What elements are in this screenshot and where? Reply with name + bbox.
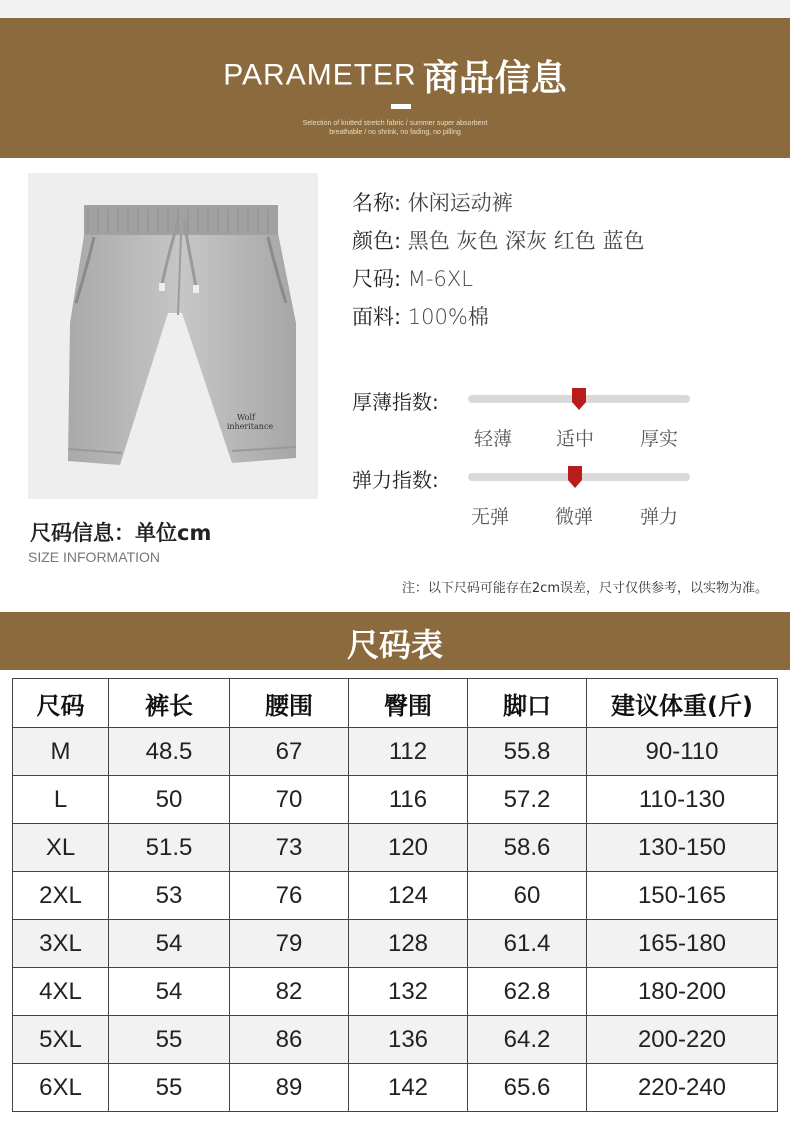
cell-waist: 67: [230, 728, 349, 776]
info-color-row: [352, 222, 644, 260]
size-table: [12, 678, 778, 1112]
cell-leg-opening: 60: [468, 872, 587, 920]
table-row: [13, 968, 778, 1016]
header-waist: 腰围: [230, 679, 349, 728]
cell-weight: 180-200: [587, 968, 778, 1016]
elasticity-marker: [568, 466, 582, 488]
info-fabric-label: 面料:: [352, 305, 402, 329]
cell-hip: 128: [349, 920, 468, 968]
thickness-tick-thin: 轻薄: [474, 428, 513, 450]
cell-size: M: [13, 728, 109, 776]
top-strip: [0, 0, 790, 18]
cell-weight: 130-150: [587, 824, 778, 872]
shorts-print-line1: Wolf: [236, 413, 256, 422]
cell-leg-opening: 65.6: [468, 1064, 587, 1112]
table-row: [13, 728, 778, 776]
cell-weight: 90-110: [587, 728, 778, 776]
header-hip: 臀围: [349, 679, 468, 728]
cell-leg-opening: 58.6: [468, 824, 587, 872]
cell-hip: 124: [349, 872, 468, 920]
cell-weight: 165-180: [587, 920, 778, 968]
table-row: [13, 872, 778, 920]
cell-hip: 136: [349, 1016, 468, 1064]
size-info-title: 尺码信息：单位cm: [30, 521, 212, 545]
cell-leg-opening: 57.2: [468, 776, 587, 824]
cell-weight: 220-240: [587, 1064, 778, 1112]
header-divider: [391, 104, 411, 109]
cell-size: L: [13, 776, 109, 824]
cell-size: 6XL: [13, 1064, 109, 1112]
cell-leg-opening: 64.2: [468, 1016, 587, 1064]
elasticity-tick-slight: 微弹: [555, 506, 594, 528]
cell-hip: 116: [349, 776, 468, 824]
cell-waist: 79: [230, 920, 349, 968]
cell-hip: 142: [349, 1064, 468, 1112]
cell-leg-opening: 62.8: [468, 968, 587, 1016]
thickness-tick-thick: 厚实: [640, 428, 679, 450]
header-size: 尺码: [13, 679, 109, 728]
cell-waist: 70: [230, 776, 349, 824]
table-row: [13, 920, 778, 968]
cell-waist: 82: [230, 968, 349, 1016]
info-name-row: [352, 184, 644, 222]
header-weight: 建议体重(斤): [587, 679, 778, 728]
info-size-label: 尺码:: [352, 267, 402, 291]
info-name-label: 名称:: [352, 191, 402, 215]
size-table-header-row: [13, 679, 778, 728]
cell-weight: 150-165: [587, 872, 778, 920]
elasticity-label: 弹力指数:: [352, 468, 439, 492]
cell-size: XL: [13, 824, 109, 872]
cell-length: 54: [109, 968, 230, 1016]
info-color-value: 黑色 灰色 深灰 红色 蓝色: [407, 229, 645, 253]
cell-waist: 76: [230, 872, 349, 920]
header-length: 裤长: [109, 679, 230, 728]
elasticity-tick-elastic: 弹力: [640, 506, 679, 528]
elasticity-tick-none: 无弹: [471, 506, 510, 528]
shorts-print-line2: inheritance: [226, 422, 274, 431]
cell-length: 48.5: [109, 728, 230, 776]
info-name-value: 休闲运动裤: [407, 191, 513, 215]
cell-weight: 200-220: [587, 1016, 778, 1064]
table-row: [13, 776, 778, 824]
header-subtitle-line2: breathable / no shrink, no fading, no pilling: [329, 129, 461, 136]
cell-size: 2XL: [13, 872, 109, 920]
thickness-tick-medium: 适中: [556, 428, 595, 450]
info-fabric-row: [352, 298, 644, 336]
cell-weight: 110-130: [587, 776, 778, 824]
product-info: [352, 184, 644, 336]
cell-length: 51.5: [109, 824, 230, 872]
cell-leg-opening: 55.8: [468, 728, 587, 776]
cell-waist: 73: [230, 824, 349, 872]
size-chart-band: [0, 612, 790, 670]
table-row: [13, 824, 778, 872]
size-table-body: [13, 728, 778, 1112]
cell-hip: 132: [349, 968, 468, 1016]
cell-size: 3XL: [13, 920, 109, 968]
size-chart-title: 尺码表: [346, 626, 443, 664]
cell-waist: 86: [230, 1016, 349, 1064]
info-size-value: M-6XL: [407, 267, 473, 291]
header-subtitle: [0, 119, 790, 137]
parameter-header: [0, 18, 790, 158]
cell-length: 50: [109, 776, 230, 824]
product-photo: [28, 173, 318, 499]
table-row: [13, 1016, 778, 1064]
size-note: 注：以下尺码可能存在2cm误差，尺寸仅供参考，以实物为准。: [401, 581, 768, 596]
size-info-subtitle: SIZE INFORMATION: [28, 549, 160, 565]
cell-hip: 112: [349, 728, 468, 776]
cell-leg-opening: 61.4: [468, 920, 587, 968]
header-title-en: PARAMETER: [223, 58, 417, 92]
cell-size: 5XL: [13, 1016, 109, 1064]
cell-size: 4XL: [13, 968, 109, 1016]
header-title: [0, 50, 790, 101]
cell-length: 55: [109, 1016, 230, 1064]
info-color-label: 颜色:: [352, 229, 402, 253]
cell-waist: 89: [230, 1064, 349, 1112]
shorts-photo: [28, 173, 318, 499]
cell-hip: 120: [349, 824, 468, 872]
cell-length: 54: [109, 920, 230, 968]
info-fabric-value: 100%棉: [407, 305, 489, 329]
thickness-marker: [572, 388, 586, 410]
header-title-zh: 商品信息: [422, 58, 567, 99]
header-subtitle-line1: Selection of knitted stretch fabric / summer super absorbent: [302, 120, 488, 127]
info-size-row: [352, 260, 644, 298]
table-row: [13, 1064, 778, 1112]
cell-length: 55: [109, 1064, 230, 1112]
thickness-label: 厚薄指数:: [352, 390, 439, 414]
header-leg-opening: 脚口: [468, 679, 587, 728]
cell-length: 53: [109, 872, 230, 920]
